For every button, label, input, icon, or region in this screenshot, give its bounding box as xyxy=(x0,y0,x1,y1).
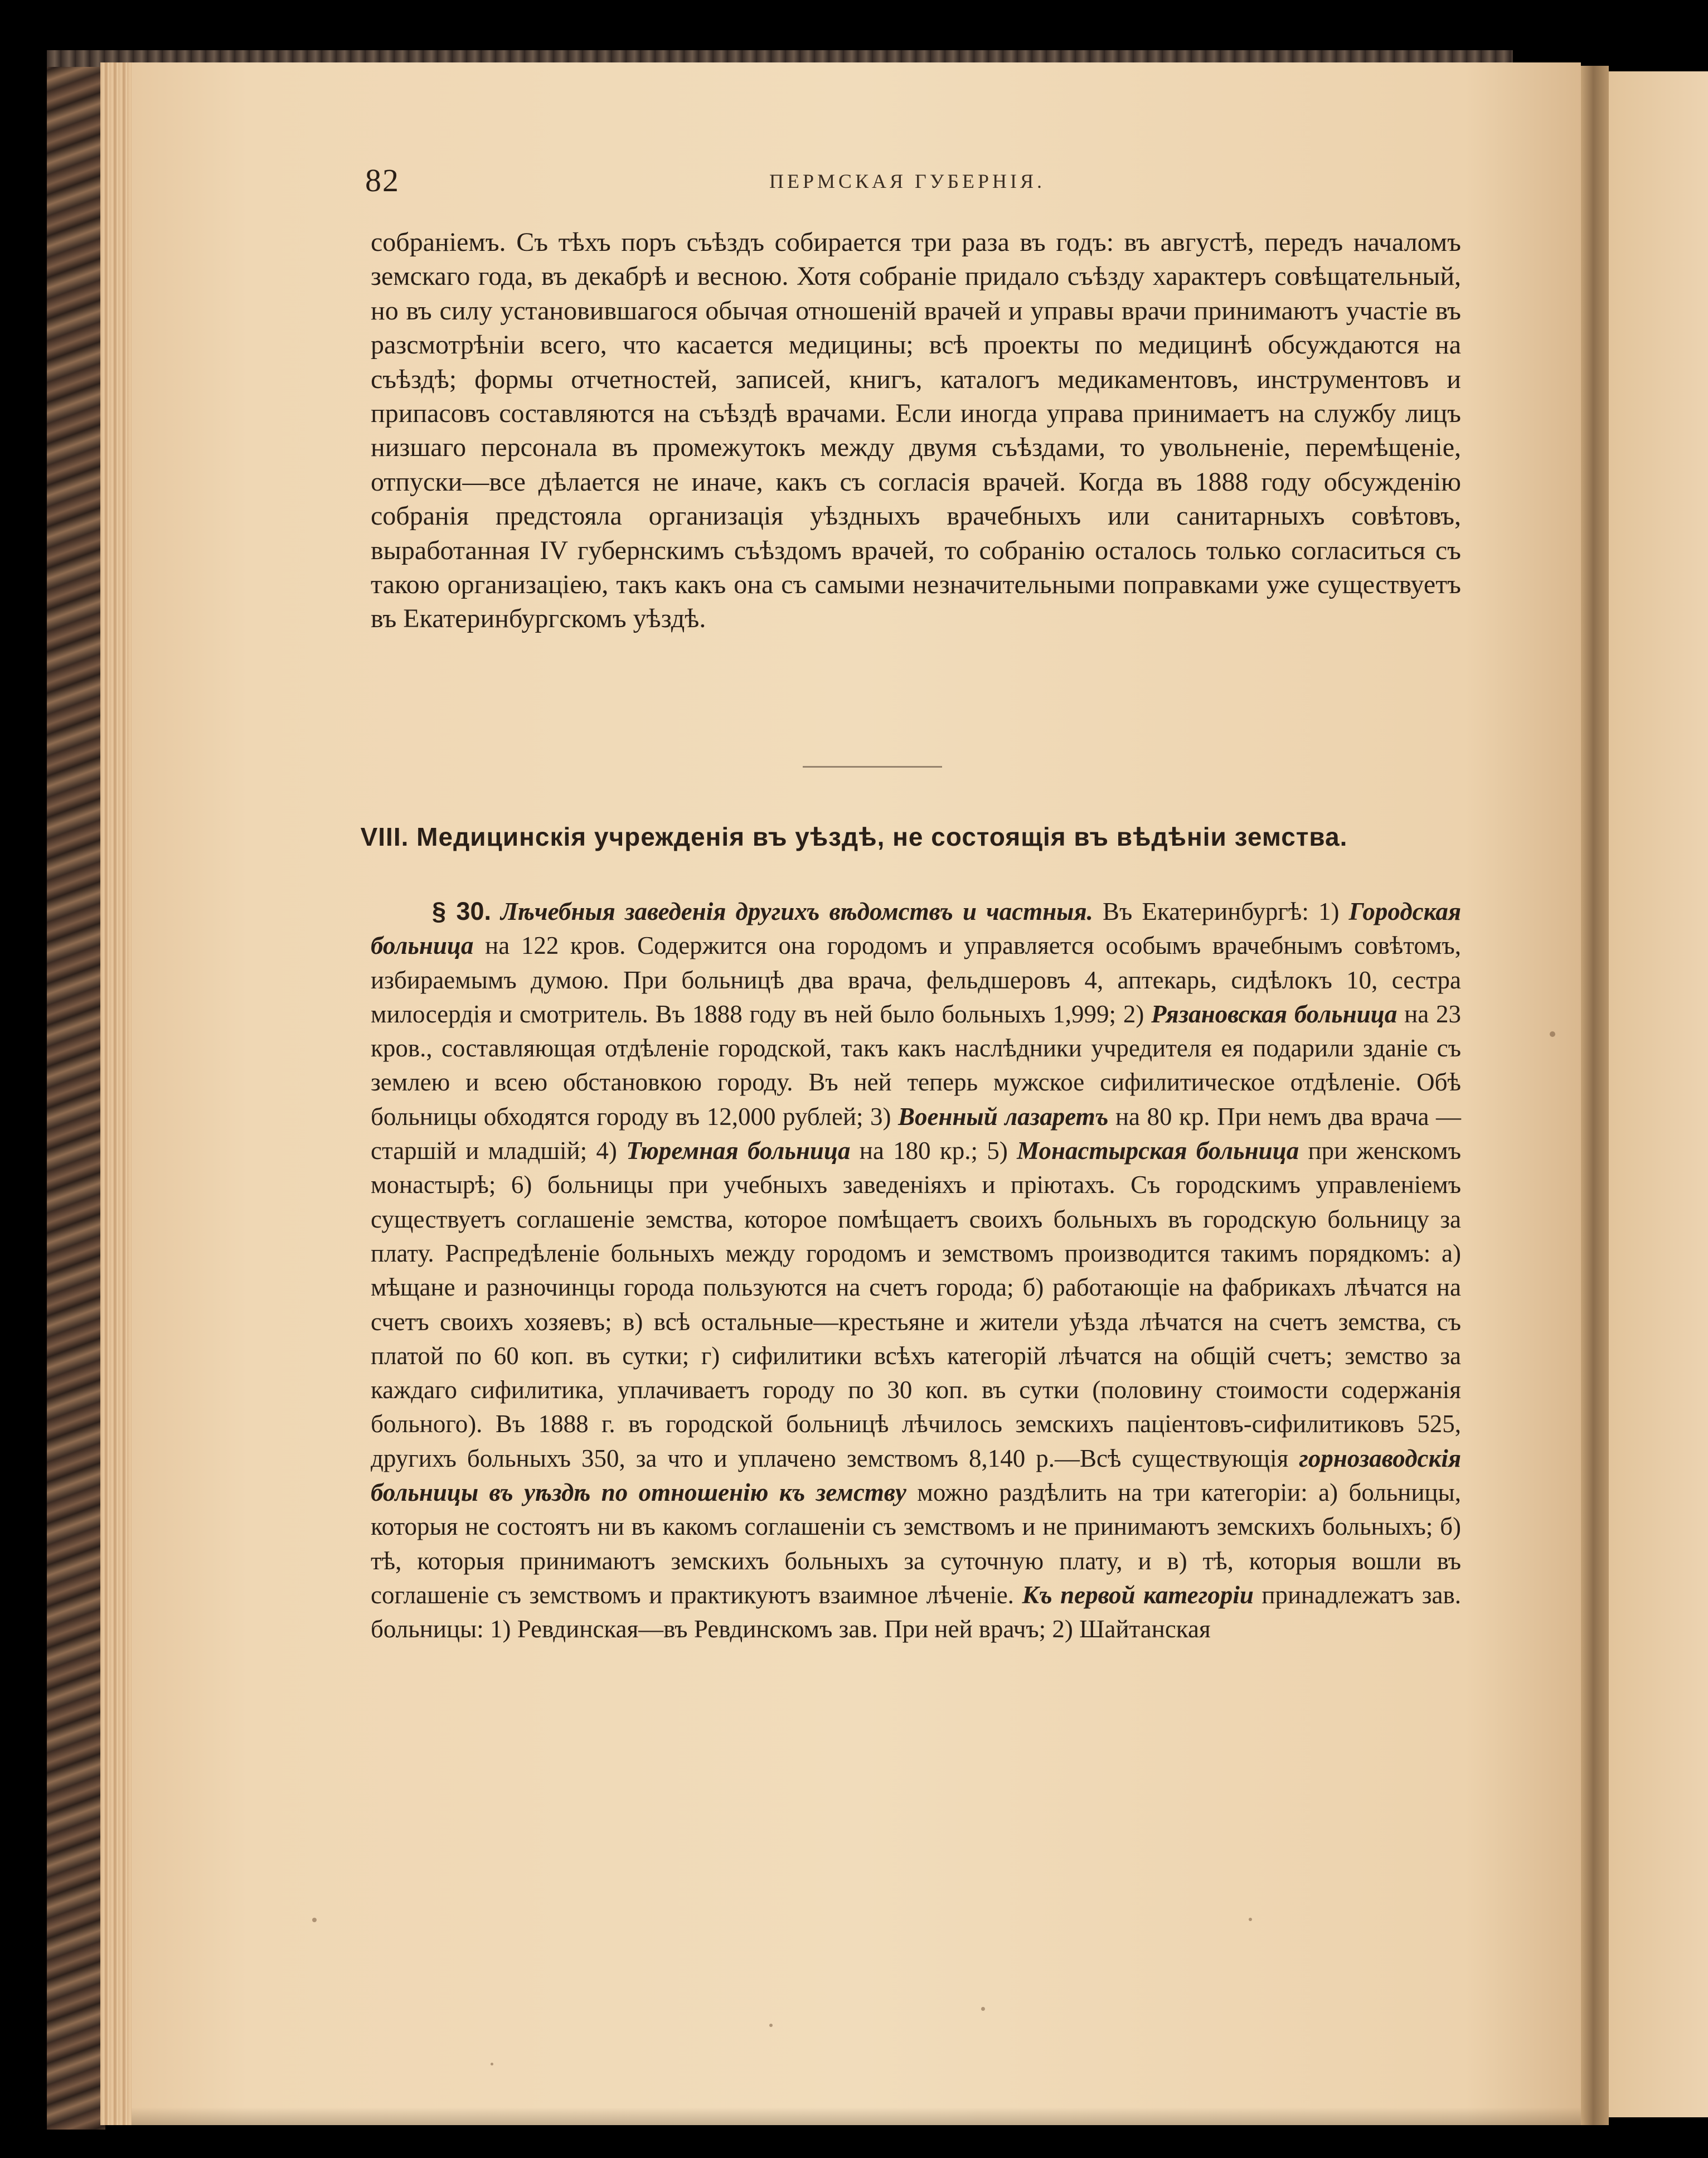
text-run: на 80 кр. При немъ два врача — старшій и младшій; 4) xyxy=(371,1102,1461,1165)
running-head xyxy=(0,162,1708,206)
text-run: на 23 кров., составляющая отдѣленіе городской, такъ какъ наслѣдники учредителя ея подарили зданіе съ землею и всею обстановкою городу. Въ ней теперь мужское сифилитическое отдѣленіе. Обѣ больницы обходятся городу въ 12,000 рублей; 3) xyxy=(371,1000,1461,1131)
italic-term: Военный лазаретъ xyxy=(898,1102,1109,1131)
section-mark: § 30. xyxy=(432,897,491,925)
text-run: Въ Екатеринбургѣ: 1) xyxy=(1093,898,1349,925)
text-run: на 180 кр.; 5) xyxy=(850,1137,1017,1165)
italic-term: Къ первой категоріи xyxy=(1022,1580,1254,1609)
italic-term: Тюремная больница xyxy=(626,1137,851,1165)
paragraph-2-text xyxy=(371,894,1461,1647)
section-heading: VIII. Медицинскія учрежденія въ уѣздѣ, не состоящія въ вѣдѣніи земства. xyxy=(360,822,1348,851)
paragraph-1-text: собраніемъ. Съ тѣхъ поръ съѣздъ собирается три раза въ годъ: въ августѣ, передъ началомъ земскаго года, въ декабрѣ и весною. Хотя собраніе придало съѣзду характеръ совѣщательный, но въ силу установившагося обычая отношеній врачей и управы врачи принимаютъ участіе въ разсмотрѣніи всего, что касается медицины; всѣ проекты по медицинѣ обсуждаются на съѣздѣ; формы отчетностей, записей, книгъ, каталогъ медикаментовъ, инструментовъ и припасовъ составляются на съѣздѣ врачами. Если иногда управа принимаетъ на службу лицъ низшаго персонала въ промежутокъ между двумя съѣздами, то увольненіе, перемѣщеніе, отпуски—все дѣлается не иначе, какъ съ согласія врачей. Когда въ 1888 году обсужденію собранія предстояла организація уѣздныхъ врачебныхъ или санитарныхъ совѣтовъ, выработанная IV губернскимъ съѣздомъ врачей, то собранію осталось только согласиться съ такою организаціею, такъ какъ она съ самыми незначительными поправками уже существуетъ въ Екатеринбургскомъ уѣздѣ. xyxy=(371,227,1461,634)
paragraph-2 xyxy=(371,894,1461,1647)
italic-term: Городская больница xyxy=(371,898,1462,960)
italic-lead: Лѣчебныя заведенія другихъ вѣдомствъ и частныя. xyxy=(501,898,1093,925)
text-run: при женскомъ монастырѣ; 6) больницы при учебныхъ заведеніяхъ и пріютахъ. Съ городскимъ управленіемъ существуетъ соглашеніе земства, которое помѣщаетъ своихъ больныхъ въ городскую больницу за плату. Распредѣленіе больныхъ между городомъ и земствомъ производится такимъ порядкомъ: а) мѣщане и разночинцы города пользуются на счетъ города; б) работающіе на фабрикахъ лѣчатся на счетъ своихъ хозяевъ; в) всѣ остальные—крестьяне и жители уѣзда лѣчатся на счетъ земства, съ платой по 60 коп. въ сутки; г) сифилитики всѣхъ категорій лѣчатся на общій счетъ; земство за каждаго сифилитика, уплачиваетъ городу по 30 коп. въ сутки (половину стоимости содержанія больного). Въ 1888 г. въ городской больницѣ лѣчилось земскихъ паціентовъ-сифилитиковъ 525, другихъ больныхъ 350, за что и уплачено земствомъ 8,140 р.—Всѣ существующія xyxy=(371,1137,1461,1472)
running-title: ПЕРМСКАЯ ГУБЕРНІЯ. xyxy=(769,170,1046,192)
page-shadow xyxy=(132,2107,1581,2125)
italic-term: горнозаводскія больницы въ уѣздѣ по отношенію къ земству xyxy=(371,1444,1461,1507)
text-run: принадлежатъ зав. больницы: 1) Ревдинская—въ Ревдинскомъ зав. При ней врачъ; 2) Шайтанская xyxy=(371,1580,1462,1643)
paragraph-1 xyxy=(371,225,1461,636)
page-number: 82 xyxy=(365,162,400,198)
italic-term: Рязановская больница xyxy=(1151,1000,1398,1028)
text-run: можно раздѣлить на три категоріи: а) больницы, которыя не состоятъ ни въ какомъ соглашеніи съ земствомъ и не принимаютъ земскихъ больныхъ; б) тѣ, которыя принимаютъ земскихъ больныхъ за суточную плату, и в) тѣ, которыя вошли въ соглашеніе съ земствомъ и практикуютъ взаимное лѣченіе. xyxy=(371,1478,1461,1609)
section-divider xyxy=(803,766,942,768)
book-gutter xyxy=(1581,66,1609,2125)
text-run: на 122 кров. Содержится она городомъ и управляется особымъ врачебнымъ совѣтомъ, избираемымъ думою. При больницѣ два врача, фельдшеровъ 4, аптекарь, сидѣлокъ 10, сестра милосердія и смотритель. Въ 1888 году въ ней было больныхъ 1,999; 2) xyxy=(371,932,1461,1028)
book-binding xyxy=(47,50,105,2130)
italic-term: Монастырская больница xyxy=(1017,1137,1299,1165)
facing-page-edge xyxy=(1609,71,1708,2117)
